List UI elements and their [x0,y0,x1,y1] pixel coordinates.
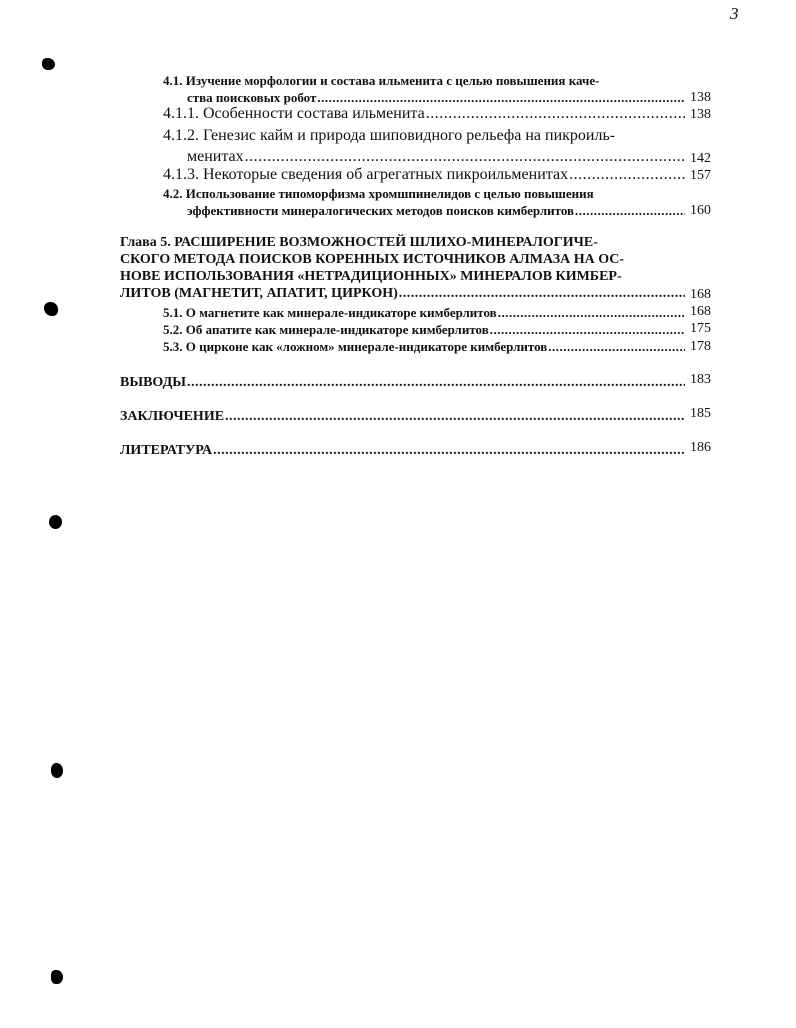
toc-5-1-title: 5.1. О магнетите как минерале-индикаторе кимберлитов [163,305,497,320]
toc-conclusions [120,375,687,391]
toc-4-1-line1: 4.1. Изучение морфологии и состава ильменита с целью повышения каче- [163,73,600,88]
toc-5-2 [163,322,687,338]
toc-4-2-line2 [187,203,687,219]
punch-hole-mark [44,302,58,316]
leader-dots [245,148,685,166]
toc-ch5-line3: НОВЕ ИСПОЛЬЗОВАНИЯ «НЕТРАДИЦИОННЫХ» МИНЕРАЛОВ КИМБЕР- [120,269,622,284]
leader-dots [548,339,685,355]
toc-4-1-line2 [187,90,687,106]
toc-literature [120,443,687,459]
toc-5-1 [163,305,687,321]
toc-4-1-title: ства поисковых робот [187,90,317,105]
toc-ch5-line1: Глава 5. РАСШИРЕНИЕ ВОЗМОЖНОСТЕЙ ШЛИХО-МИНЕРАЛОГИЧЕ- [120,235,598,250]
leader-dots [490,322,685,338]
punch-hole-mark [42,58,55,70]
toc-5-2-page: 175 [690,321,711,336]
toc-conclusions-title: ВЫВОДЫ [120,375,186,390]
leader-dots [399,286,685,302]
page-number: 3 [730,4,739,23]
toc-4-1-3 [163,166,687,184]
toc-5-3 [163,339,687,355]
toc-4-2-page: 160 [690,203,711,218]
toc-ch5-title: ЛИТОВ (МАГНЕТИТ, АПАТИТ, ЦИРКОН) [120,286,398,301]
toc-4-1-3-page: 157 [690,168,711,183]
toc-4-1-1-page: 138 [690,107,711,122]
leader-dots [569,166,685,184]
toc-5-3-title: 5.3. О цирконе как «ложном» минерале-индикаторе кимберлитов [163,339,548,354]
toc-summary-title: ЗАКЛЮЧЕНИЕ [120,409,225,424]
leader-dots [187,375,685,391]
toc-4-1-1-title: 4.1.1. Особенности состава ильменита [163,105,425,122]
toc-ch5-line4 [120,286,687,302]
toc-4-1-1 [163,105,687,123]
punch-hole-mark [51,970,63,984]
leader-dots [213,443,685,459]
toc-literature-title: ЛИТЕРАТУРА [120,443,213,458]
punch-hole-mark [49,515,62,529]
toc-4-2-title: эффективности минералогических методов поисков кимберлитов [187,203,575,218]
toc-4-1-2-line1: 4.1.2. Генезис кайм и природа шиповидного рельефа на пикроиль- [163,127,616,144]
toc-4-1-page: 138 [690,90,711,105]
leader-dots [498,305,685,321]
toc-4-1-2-title: менитах [187,148,244,165]
toc-ch5-page: 168 [690,287,711,302]
toc-5-3-page: 178 [690,339,711,354]
leader-dots [225,409,685,425]
leader-dots [426,105,685,123]
punch-hole-mark [51,763,63,778]
toc-4-1-2-line2 [187,148,687,166]
toc-4-1-2-page: 142 [690,151,711,166]
toc-5-2-title: 5.2. Об апатите как минерале-индикаторе кимберлитов [163,322,489,337]
leader-dots [575,203,685,219]
toc-4-1-3-title: 4.1.3. Некоторые сведения об агрегатных пикроильменитах [163,166,569,183]
toc-summary [120,409,687,425]
toc-conclusions-page: 183 [690,372,711,387]
toc-5-1-page: 168 [690,304,711,319]
toc-4-2-line1: 4.2. Использование типоморфизма хромшпинелидов с целью повышения [163,186,594,201]
toc-summary-page: 185 [690,406,711,421]
toc-ch5-line2: СКОГО МЕТОДА ПОИСКОВ КОРЕННЫХ ИСТОЧНИКОВ АЛМАЗА НА ОС- [120,252,625,267]
toc-literature-page: 186 [690,440,711,455]
leader-dots [317,90,685,106]
